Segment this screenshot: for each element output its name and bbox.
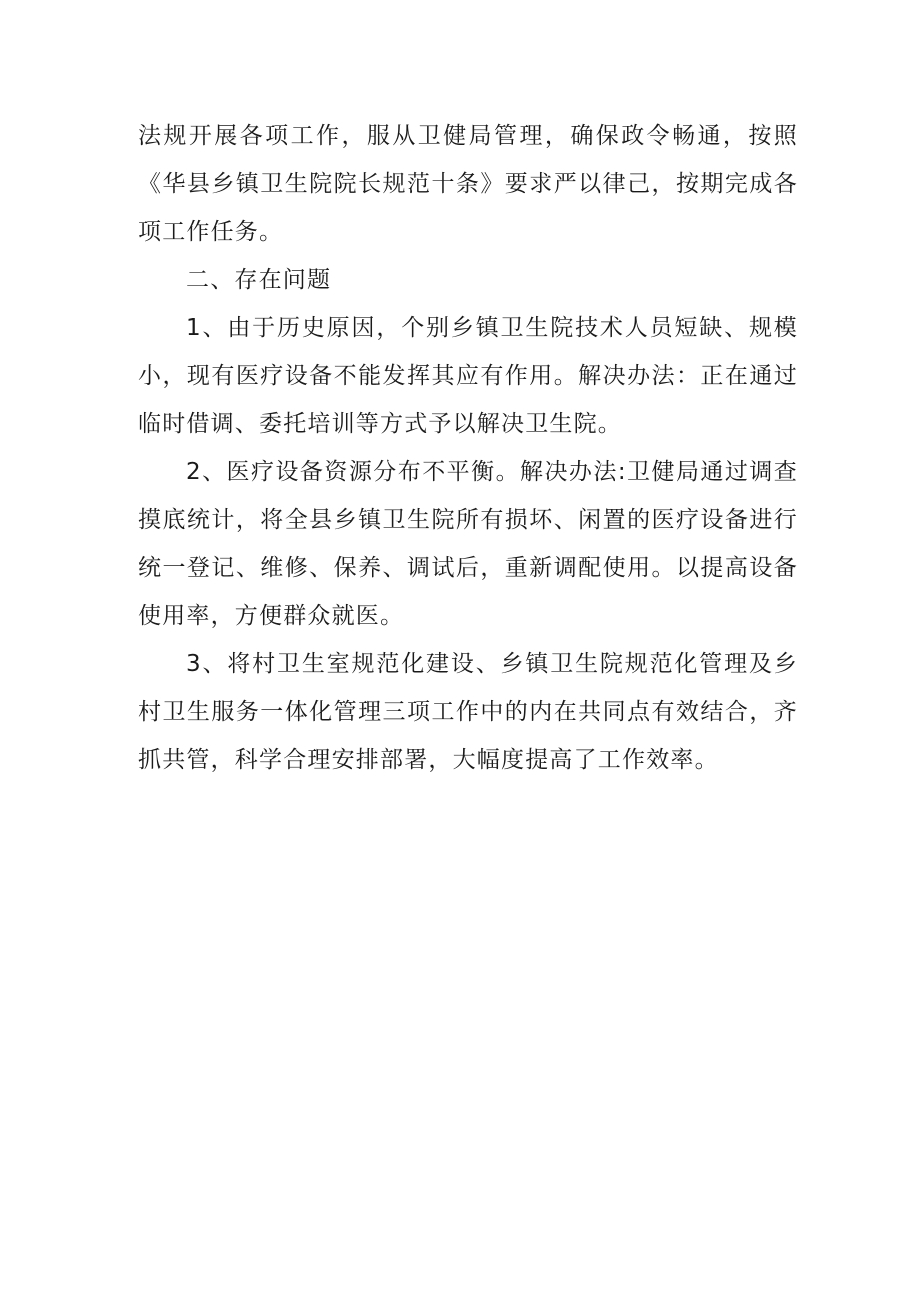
section-heading-problems: 二、存在问题 (186, 267, 332, 293)
paragraph-problem-2: 2、医疗设备资源分布不平衡。解决办法:卫健局通过调查摸底统计，将全县乡镇卫生院所有损坏、闲置的医疗设备进行统一登记、维修、保养、调试后，重新调配使用。以提高设备使用率，方便群众就医。 (138, 459, 798, 629)
paragraph-continuation: 法规开展各项工作，服从卫健局管理，确保政令畅通，按照《华县乡镇卫生院院长规范十条》要求严以律己，按期完成各项工作任务。 (138, 123, 798, 245)
paragraph-problem-1: 1、由于历史原因，个别乡镇卫生院技术人员短缺、规模小，现有医疗设备不能发挥其应有作用。解决办法：正在通过临时借调、委托培训等方式予以解决卫生院。 (138, 315, 798, 437)
paragraph-problem-3: 3、将村卫生室规范化建设、乡镇卫生院规范化管理及乡村卫生服务一体化管理三项工作中的内在共同点有效结合，齐抓共管，科学合理安排部署，大幅度提高了工作效率。 (138, 651, 798, 773)
document-body (138, 112, 798, 784)
